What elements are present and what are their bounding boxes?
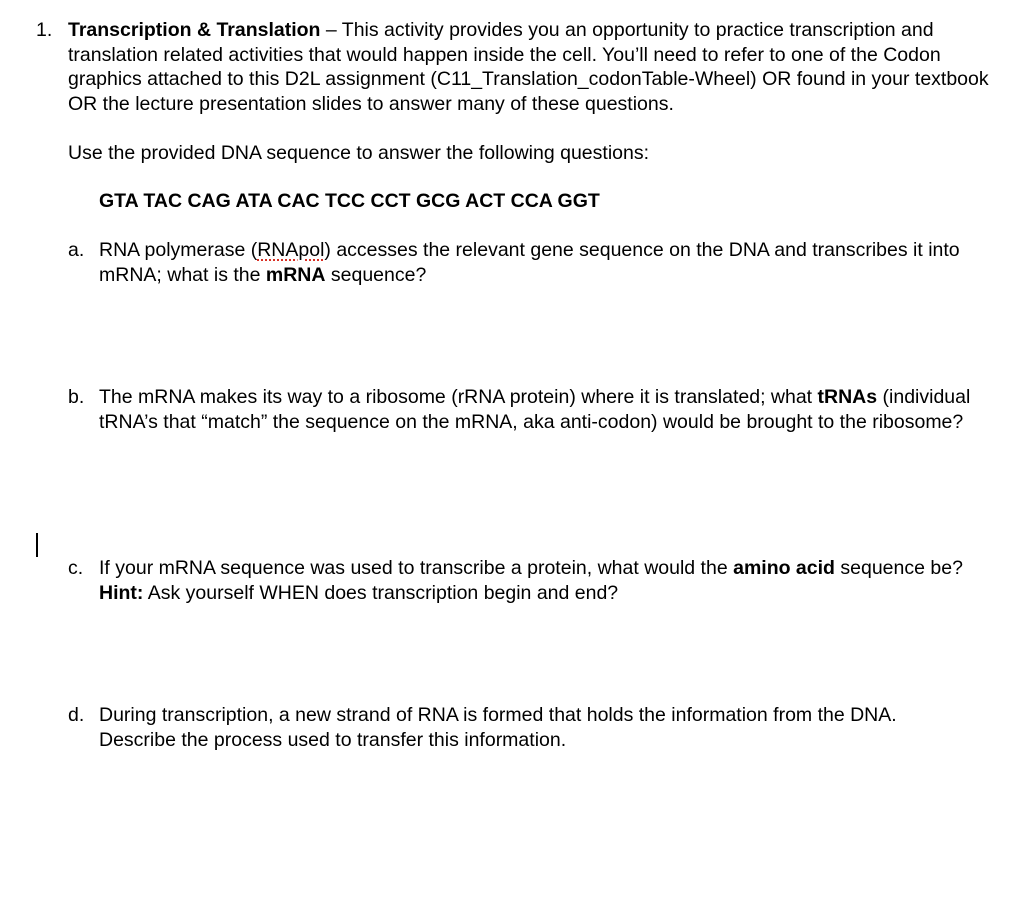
question-intro-text: – This activity provides you an opportunity to practice transcription and translation related activities that would happen inside the cell. You’ll need to refer to one of the Codon graphics attached to this D2L assignment (C11_Translation_codonTable-Wheel) OR found in your textbook OR the lecture presentation slides to answer many of these questions. (68, 19, 989, 115)
part-b-letter: b. (68, 386, 85, 408)
part-b (68, 385, 978, 434)
part-c (68, 556, 978, 605)
question-title: Transcription & Translation (68, 19, 321, 41)
spellcheck-underline: RNApol (257, 239, 325, 261)
part-c-letter: c. (68, 557, 84, 579)
part-a (68, 238, 978, 287)
part-a-text: RNA polymerase (RNApol) accesses the relevant gene sequence on the DNA and transcribes it into mRNA; what is the mRNA sequence? (99, 239, 960, 286)
question-intro (68, 18, 996, 116)
part-d-text: During transcription, a new strand of RNA is formed that holds the information from the DNA. Describe the process used to transfer this information. (99, 704, 897, 751)
part-c-text: If your mRNA sequence was used to transcribe a protein, what would the amino acid sequence be? Hint: Ask yourself WHEN does transcription begin and end? (99, 557, 963, 604)
part-d-letter: d. (68, 704, 85, 726)
part-b-text: The mRNA makes its way to a ribosome (rRNA protein) where it is translated; what tRNAs (individual tRNA’s that “match” the sequence on the mRNA, aka anti-codon) would be brought to the ribosome? (99, 386, 971, 433)
part-d (68, 703, 978, 752)
dna-sequence: GTA TAC CAG ATA CAC TCC CCT GCG ACT CCA GGT (99, 190, 600, 212)
question-1 (36, 18, 996, 116)
question-number: 1. (36, 19, 53, 41)
part-a-letter: a. (68, 239, 85, 261)
instruction-text: Use the provided DNA sequence to answer the following questions: (68, 142, 650, 164)
text-cursor (36, 533, 38, 557)
